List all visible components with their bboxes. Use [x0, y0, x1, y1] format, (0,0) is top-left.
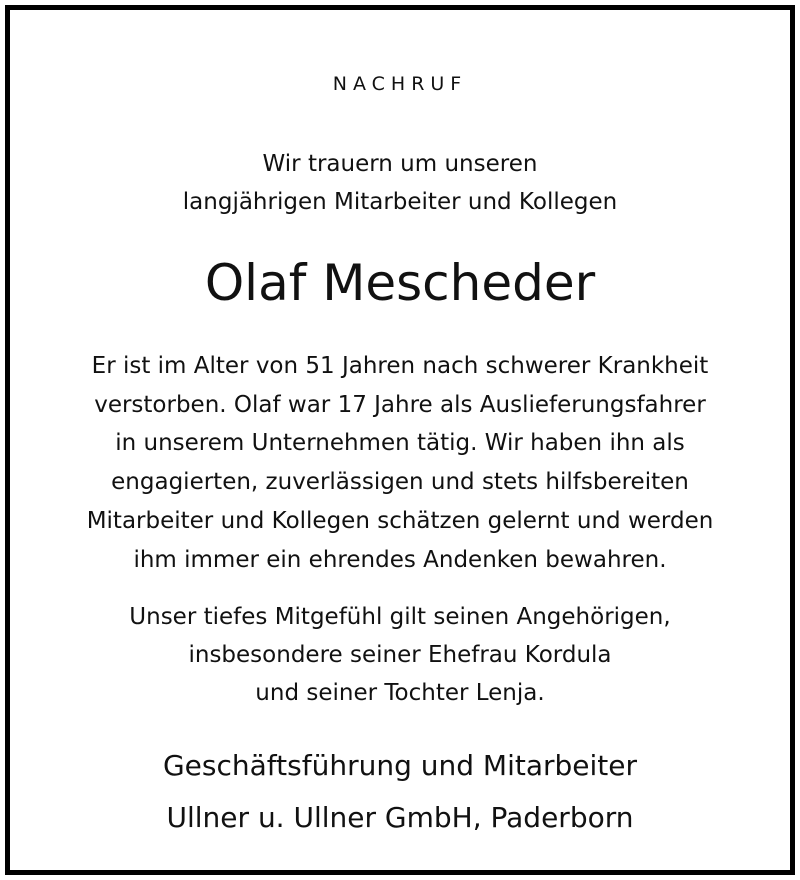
- sympathy-line-1: Unser tiefes Mitgefühl gilt seinen Angehörigen,: [129, 604, 671, 630]
- body-text: [10, 347, 790, 579]
- deceased-name: Olaf Mescheder: [204, 254, 596, 312]
- signature-block: [10, 740, 790, 844]
- signature-line-1: Geschäftsführung und Mitarbeiter: [162, 749, 638, 782]
- intro-line-1: Wir trauern um unseren: [262, 151, 538, 177]
- intro-text: [10, 145, 790, 221]
- sympathy-line-2: insbesondere seiner Ehefrau Kordula: [188, 642, 612, 668]
- intro-line-2: langjährigen Mitarbeiter und Kollegen: [182, 189, 618, 215]
- body-line-3: in unserem Unternehmen tätig. Wir haben ihn als: [115, 430, 685, 457]
- body-line-4: engagierten, zuverlässigen und stets hilfsbereiten: [111, 469, 689, 496]
- notice-heading: NACHRUF: [332, 73, 468, 95]
- body-line-6: ihm immer ein ehrendes Andenken bewahren.: [133, 546, 667, 573]
- body-line-1: Er ist im Alter von 51 Jahren nach schwerer Krankheit: [91, 353, 709, 379]
- body-line-2: verstorben. Olaf war 17 Jahre als Auslieferungsfahrer: [94, 391, 706, 418]
- obituary-frame: [5, 5, 795, 875]
- signature-line-2: Ullner u. Ullner GmbH, Paderborn: [166, 801, 634, 834]
- sympathy-text: [10, 598, 790, 712]
- sympathy-line-3: und seiner Tochter Lenja.: [255, 680, 545, 706]
- body-line-5: Mitarbeiter und Kollegen schätzen gelernt und werden: [86, 507, 714, 534]
